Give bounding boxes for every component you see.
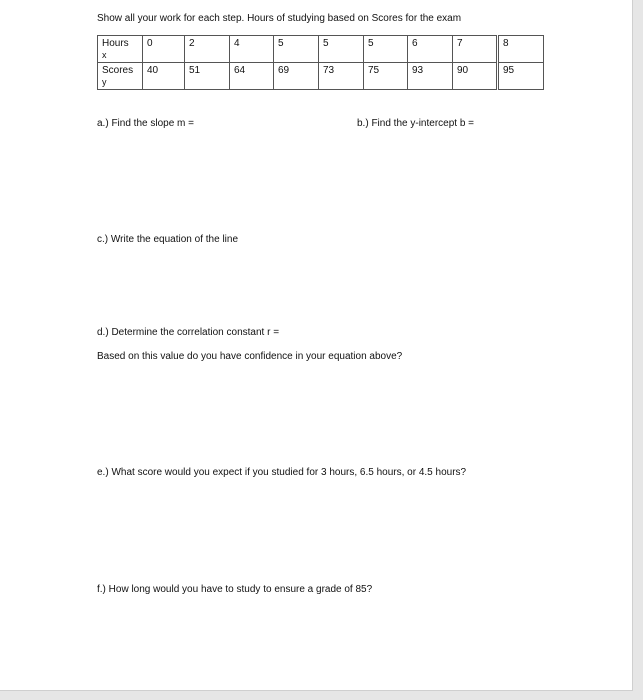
question-d-followup: Based on this value do you have confidence in your equation above?	[97, 351, 403, 362]
scores-cell: 51	[185, 63, 230, 90]
hours-cell: 7	[453, 36, 497, 63]
viewer-background-bottom	[0, 691, 643, 700]
table-row-hours	[98, 36, 544, 63]
row-sublabel-x: x	[102, 50, 107, 60]
scores-cell: 95	[499, 63, 544, 90]
hours-cell: 5	[319, 36, 364, 63]
hours-cell: 2	[185, 36, 230, 63]
scores-cell: 69	[274, 63, 319, 90]
hours-cell: 4	[230, 36, 274, 63]
question-a-slope: a.) Find the slope m =	[97, 118, 194, 129]
scores-cell: 90	[453, 63, 497, 90]
table-row-scores	[98, 63, 544, 90]
hours-cell: 0	[143, 36, 185, 63]
question-c-equation: c.) Write the equation of the line	[97, 234, 239, 245]
question-e-prediction: e.) What score would you expect if you studied for 3 hours, 6.5 hours, or 4.5 hours?	[97, 467, 467, 478]
scores-cell: 40	[143, 63, 185, 90]
scores-cell: 93	[408, 63, 453, 90]
row-label-hours: Hours	[102, 38, 129, 49]
question-d-correlation: d.) Determine the correlation constant r =	[97, 327, 280, 338]
scores-cell: 75	[364, 63, 408, 90]
scores-cell: 73	[319, 63, 364, 90]
hours-cell: 6	[408, 36, 453, 63]
row-sublabel-y: y	[102, 77, 107, 87]
row-label-scores: Scores	[102, 65, 134, 76]
hours-cell: 8	[499, 36, 544, 63]
worksheet-title: Show all your work for each step. Hours of studying based on Scores for the exam	[97, 13, 462, 24]
data-table	[97, 35, 544, 90]
row-header-hours	[98, 36, 143, 63]
hours-cell: 5	[364, 36, 408, 63]
scores-cell: 64	[230, 63, 274, 90]
question-f-study-time: f.) How long would you have to study to ensure a grade of 85?	[97, 584, 373, 595]
question-b-intercept: b.) Find the y-intercept b =	[357, 118, 475, 129]
hours-cell: 5	[274, 36, 319, 63]
row-header-scores	[98, 63, 143, 90]
viewer-background-right	[633, 0, 643, 700]
